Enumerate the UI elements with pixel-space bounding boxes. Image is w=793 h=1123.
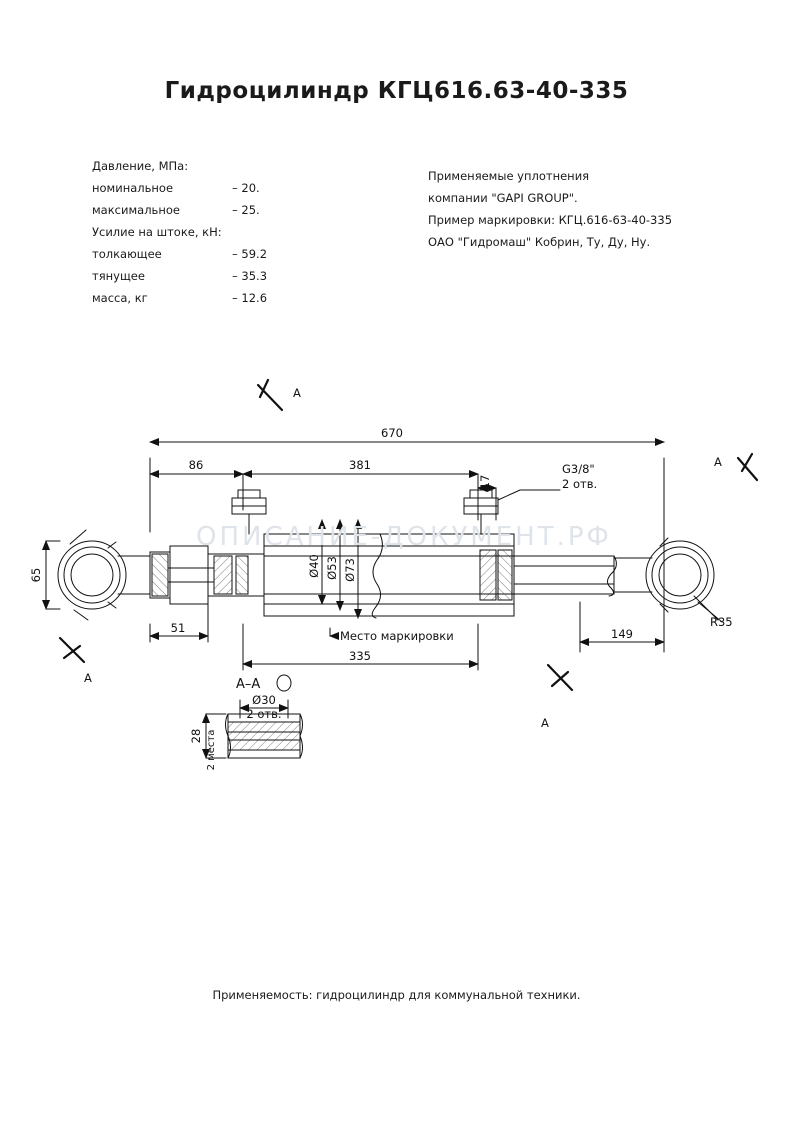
section-letter-bottom-right: A bbox=[541, 716, 549, 730]
dim-label-65: 65 bbox=[29, 567, 43, 583]
section-letter-top-right: A bbox=[714, 455, 722, 469]
spec-heading-force: Усилие на штоке, кН: bbox=[92, 225, 222, 239]
dim-label-28: 28 bbox=[189, 728, 203, 744]
seals-line-4: ОАО "Гидромаш" Кобрин, Ту, Ду, Ну. bbox=[428, 235, 651, 249]
port-thread-label: G3/8" bbox=[562, 462, 595, 476]
dim-label-d53: Ø53 bbox=[325, 556, 339, 580]
spec-row-pull bbox=[92, 265, 362, 287]
spec-value-push: – 59.2 bbox=[232, 247, 268, 261]
port-count-label: 2 отв. bbox=[562, 477, 598, 491]
dim-label-r35: R35 bbox=[710, 615, 733, 629]
section-arrow-top-right bbox=[738, 454, 757, 480]
spec-row-maximum bbox=[92, 199, 362, 221]
spec-label-push: толкающее bbox=[92, 247, 162, 261]
section-arrow-bottom-right bbox=[548, 665, 572, 690]
marking-leader bbox=[330, 628, 336, 636]
spec-value-mass: – 12.6 bbox=[232, 291, 268, 305]
page-title: Гидроцилиндр КГЦ616.63-40-335 bbox=[164, 78, 629, 104]
dim-label-149: 149 bbox=[611, 627, 633, 641]
section-arrow-bottom-left bbox=[60, 638, 84, 662]
dim-label-381: 381 bbox=[349, 458, 371, 472]
cylinder-drawing-svg bbox=[0, 370, 793, 830]
section-letter-top-left: A bbox=[293, 386, 301, 400]
ports bbox=[232, 490, 560, 534]
dim-label-d40: Ø40 bbox=[307, 554, 321, 578]
dim-label-335: 335 bbox=[349, 649, 371, 663]
spec-value-maximum: – 25. bbox=[232, 203, 260, 217]
seals-line-1: Применяемые уплотнения bbox=[428, 169, 590, 183]
section-title-aa: A–A bbox=[236, 677, 261, 692]
spec-row-mass bbox=[92, 287, 362, 309]
seals-line-3: Пример маркировки: КГЦ.616-63-40-335 bbox=[428, 213, 673, 227]
hole-count-label: 2 отв. bbox=[246, 707, 282, 721]
dim-381 bbox=[243, 474, 478, 520]
spec-label-pull: тянущее bbox=[92, 269, 145, 283]
spec-value-pull: – 35.3 bbox=[232, 269, 268, 283]
right-eye bbox=[614, 538, 722, 622]
spec-label-mass: масса, кг bbox=[92, 291, 148, 305]
dim-label-86: 86 bbox=[188, 458, 204, 472]
dim-label-d73: Ø73 bbox=[343, 558, 357, 582]
marking-place-label: Место маркировки bbox=[340, 629, 454, 643]
spec-row-push bbox=[92, 243, 362, 265]
spec-row-nominal bbox=[92, 177, 362, 199]
technical-drawing bbox=[0, 370, 793, 830]
spec-heading-pressure: Давление, МПа: bbox=[92, 159, 189, 173]
section-arrow-top-left bbox=[258, 380, 282, 410]
watermark: ОПИСАНИЕ-ДОКУМЕНТ.РФ bbox=[196, 522, 612, 552]
spec-value-nominal: – 20. bbox=[232, 181, 260, 195]
section-letter-bottom-left: A bbox=[84, 671, 92, 685]
spec-label-nominal: номинальное bbox=[92, 181, 174, 195]
dim-label-17: 17 bbox=[478, 474, 492, 490]
spec-block-seals bbox=[428, 165, 748, 253]
dim-86 bbox=[150, 474, 243, 510]
spec-block-pressure bbox=[92, 155, 362, 309]
dim-label-d30: Ø30 bbox=[252, 693, 276, 707]
dim-label-51: 51 bbox=[170, 621, 186, 635]
dim-label-670: 670 bbox=[381, 426, 403, 440]
applicability-note: Применяемость: гидроцилиндр для коммунальной техники. bbox=[212, 988, 581, 1002]
spec-label-maximum: максимальное bbox=[92, 203, 180, 217]
places-count-label: 2 места bbox=[206, 729, 217, 771]
seals-line-2: компании "GAPI GROUP". bbox=[428, 191, 578, 205]
left-eye bbox=[58, 530, 150, 620]
